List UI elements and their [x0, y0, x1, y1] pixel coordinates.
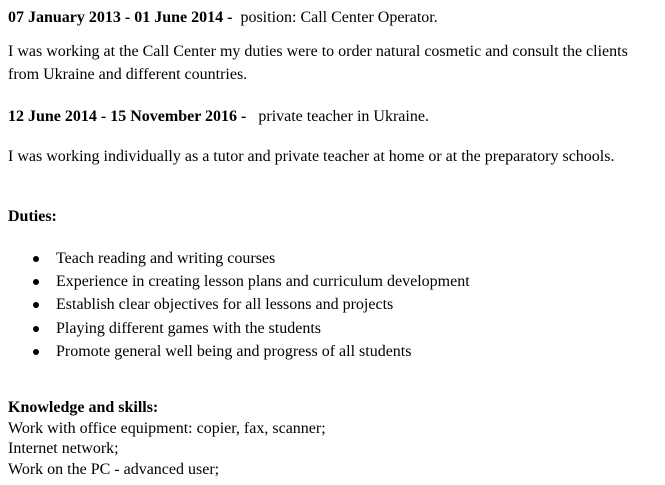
job2-description: I was working individually as a tutor and private teacher at home or at the preparatory schools. [8, 148, 615, 165]
bullet-icon [33, 326, 39, 332]
list-item [8, 270, 470, 293]
bullet-icon [33, 279, 39, 285]
job1-header [8, 8, 438, 28]
job1-position: position: Call Center Operator. [240, 9, 438, 26]
job2-header [8, 107, 429, 127]
list-item [8, 293, 470, 316]
bullet-icon [33, 256, 39, 262]
skills-section [8, 398, 326, 480]
duty-text: Establish clear objectives for all lessons and projects [56, 296, 394, 314]
skill-item: Internet network; [8, 440, 119, 457]
duty-text: Experience in creating lesson plans and curriculum development [56, 273, 470, 291]
list-item [8, 317, 470, 340]
skills-heading: Knowledge and skills: [8, 399, 159, 416]
duty-text: Teach reading and writing courses [56, 250, 276, 267]
duties-list [8, 247, 470, 363]
job2-position: private teacher in Ukraine. [258, 108, 429, 125]
duty-text: Playing different games with the students [56, 319, 321, 337]
skill-item: Work on the PC - advanced user; [8, 460, 220, 478]
list-item [8, 247, 470, 270]
list-item [8, 340, 470, 363]
duty-text: Promote general well being and progress of all students [56, 342, 412, 360]
job1-dates: 07 January 2013 - 01 June 2014 - [8, 9, 233, 26]
duties-heading: Duties: [8, 208, 57, 225]
skill-item: Work with office equipment: copier, fax, scanner; [8, 419, 326, 437]
bullet-icon [33, 302, 39, 308]
job1-description: I was working at the Call Center my duties were to order natural cosmetic and consult the clients from Ukraine and different countries. [8, 43, 628, 83]
job2-dates: 12 June 2014 - 15 November 2016 - [8, 108, 247, 125]
bullet-icon [33, 349, 39, 355]
